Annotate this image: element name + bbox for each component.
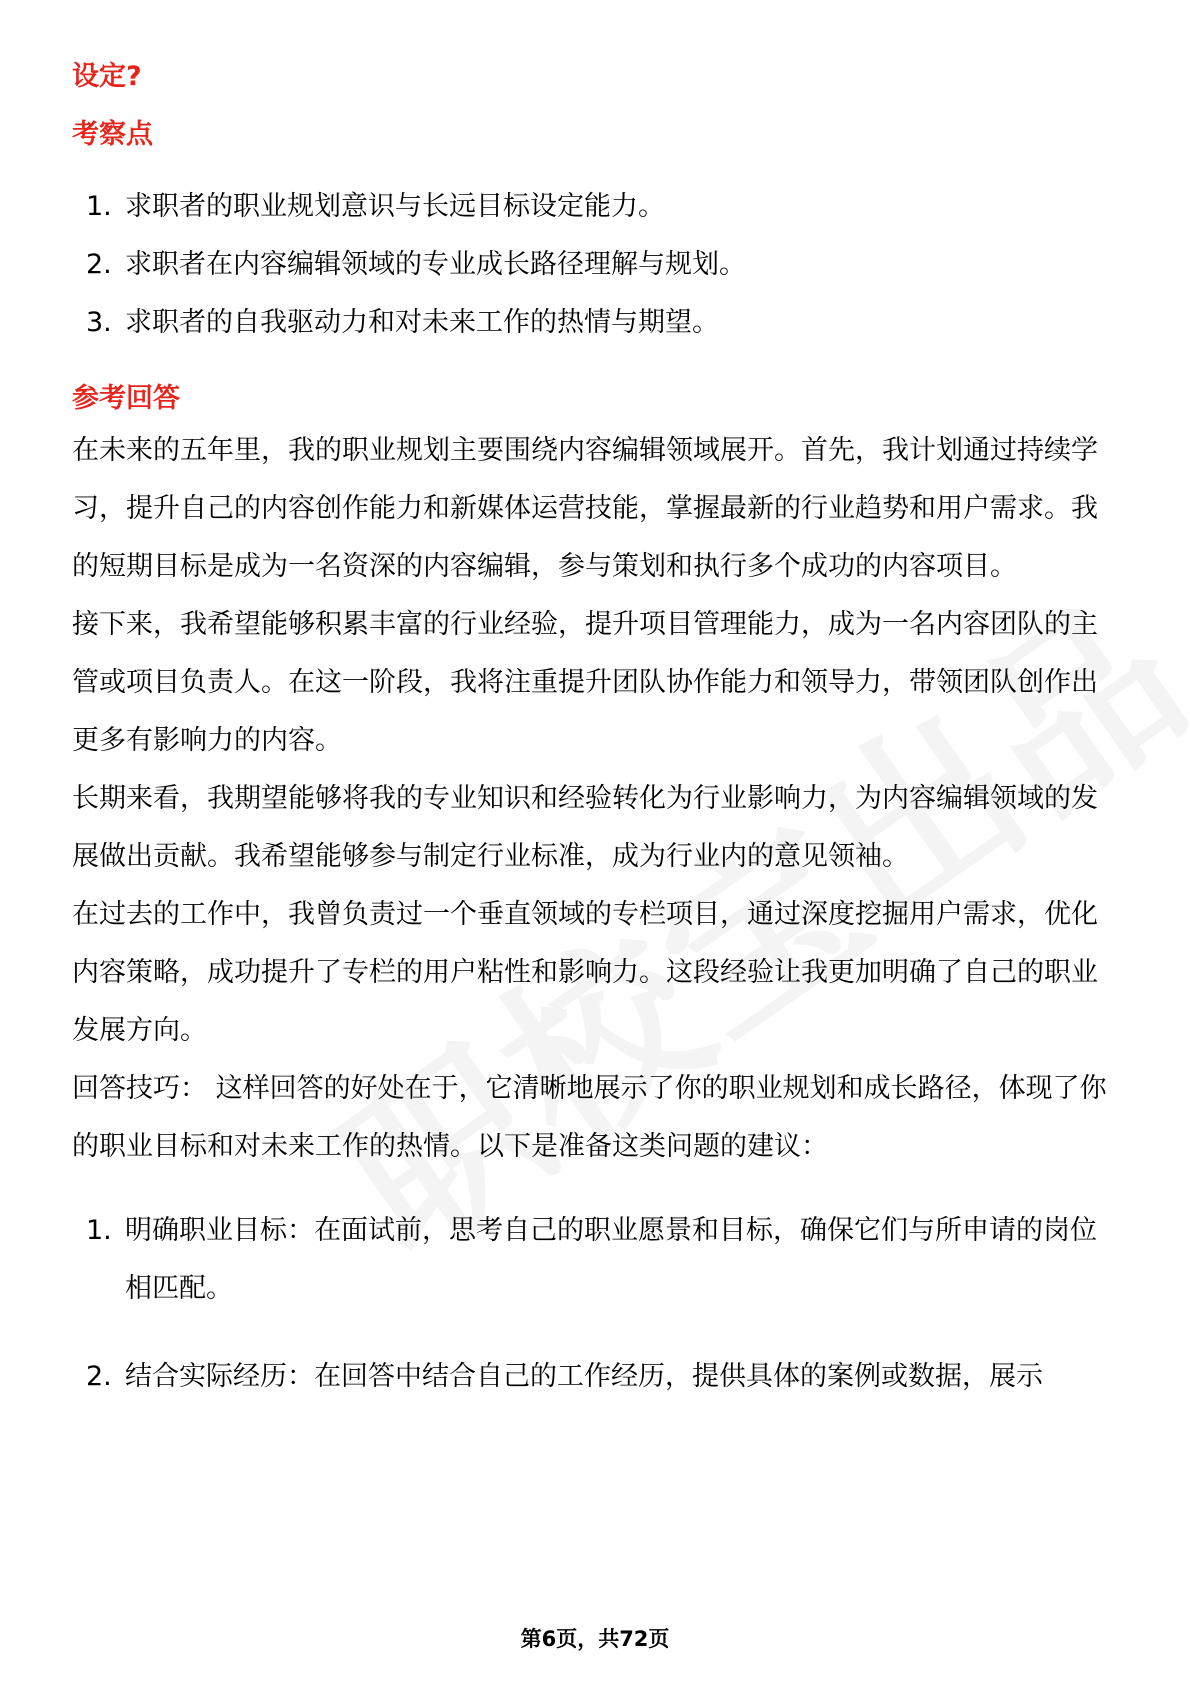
page-number-footer: 第6页，共72页 [520,1627,670,1651]
list-number: 2. [86,249,112,280]
list-item-text: 求职者在内容编辑领域的专业成长路径理解与规划。 [125,249,746,280]
list-item-text: 求职者的职业规划意识与长远目标设定能力。 [125,191,665,222]
answer-paragraph: 在过去的工作中，我曾负责过一个垂直领域的专栏项目，通过深度挖掘用户需求，优化内容策略，成功提升了专栏的用户粘性和影响力。这段经验让我更加明确了自己的职业发展方向。 [72,899,1098,1046]
list-item [72,178,1117,236]
list-number: 1. [86,191,112,222]
list-number: 1. [86,1215,112,1246]
page-content [72,54,1117,1406]
tips-intro-paragraph: 回答技巧： 这样回答的好处在于，它清晰地展示了你的职业规划和成长路径，体现了你的职业目标和对未来工作的热情。以下是准备这类问题的建议： [72,1073,1107,1162]
list-item [72,236,1117,294]
answer-paragraph: 接下来，我希望能够积累丰富的行业经验，提升项目管理能力，成为一名内容团队的主管或项目负责人。在这一阶段，我将注重提升团队协作能力和领导力，带领团队创作出更多有影响力的内容。 [72,609,1098,756]
list-item [72,294,1117,352]
list-number: 3. [86,307,112,338]
tips-list [72,1202,1117,1406]
points-list [72,178,1117,352]
list-item-text: 结合实际经历：在回答中结合自己的工作经历，提供具体的案例或数据，展示 [125,1361,1043,1392]
answer-heading: 参考回答 [72,383,180,414]
answer-paragraph: 在未来的五年里，我的职业规划主要围绕内容编辑领域展开。首先，我计划通过持续学习，提升自己的内容创作能力和新媒体运营技能，掌握最新的行业趋势和用户需求。我的短期目标是成为一名资深的内容编辑，参与策划和执行多个成功的内容项目。 [72,435,1098,582]
list-item-text: 求职者的自我驱动力和对未来工作的热情与期望。 [125,307,719,338]
list-number: 2. [86,1361,112,1392]
question-heading-tail: 设定? [72,61,142,92]
list-item-text: 明确职业目标：在面试前，思考自己的职业愿景和目标，确保它们与所申请的岗位相匹配。 [125,1215,1097,1304]
points-heading: 考察点 [72,119,153,150]
list-item [72,1202,1117,1318]
answer-paragraph: 长期来看，我期望能够将我的专业知识和经验转化为行业影响力，为内容编辑领域的发展做出贡献。我希望能够参与制定行业标准，成为行业内的意见领袖。 [72,783,1098,872]
list-item [72,1348,1117,1406]
